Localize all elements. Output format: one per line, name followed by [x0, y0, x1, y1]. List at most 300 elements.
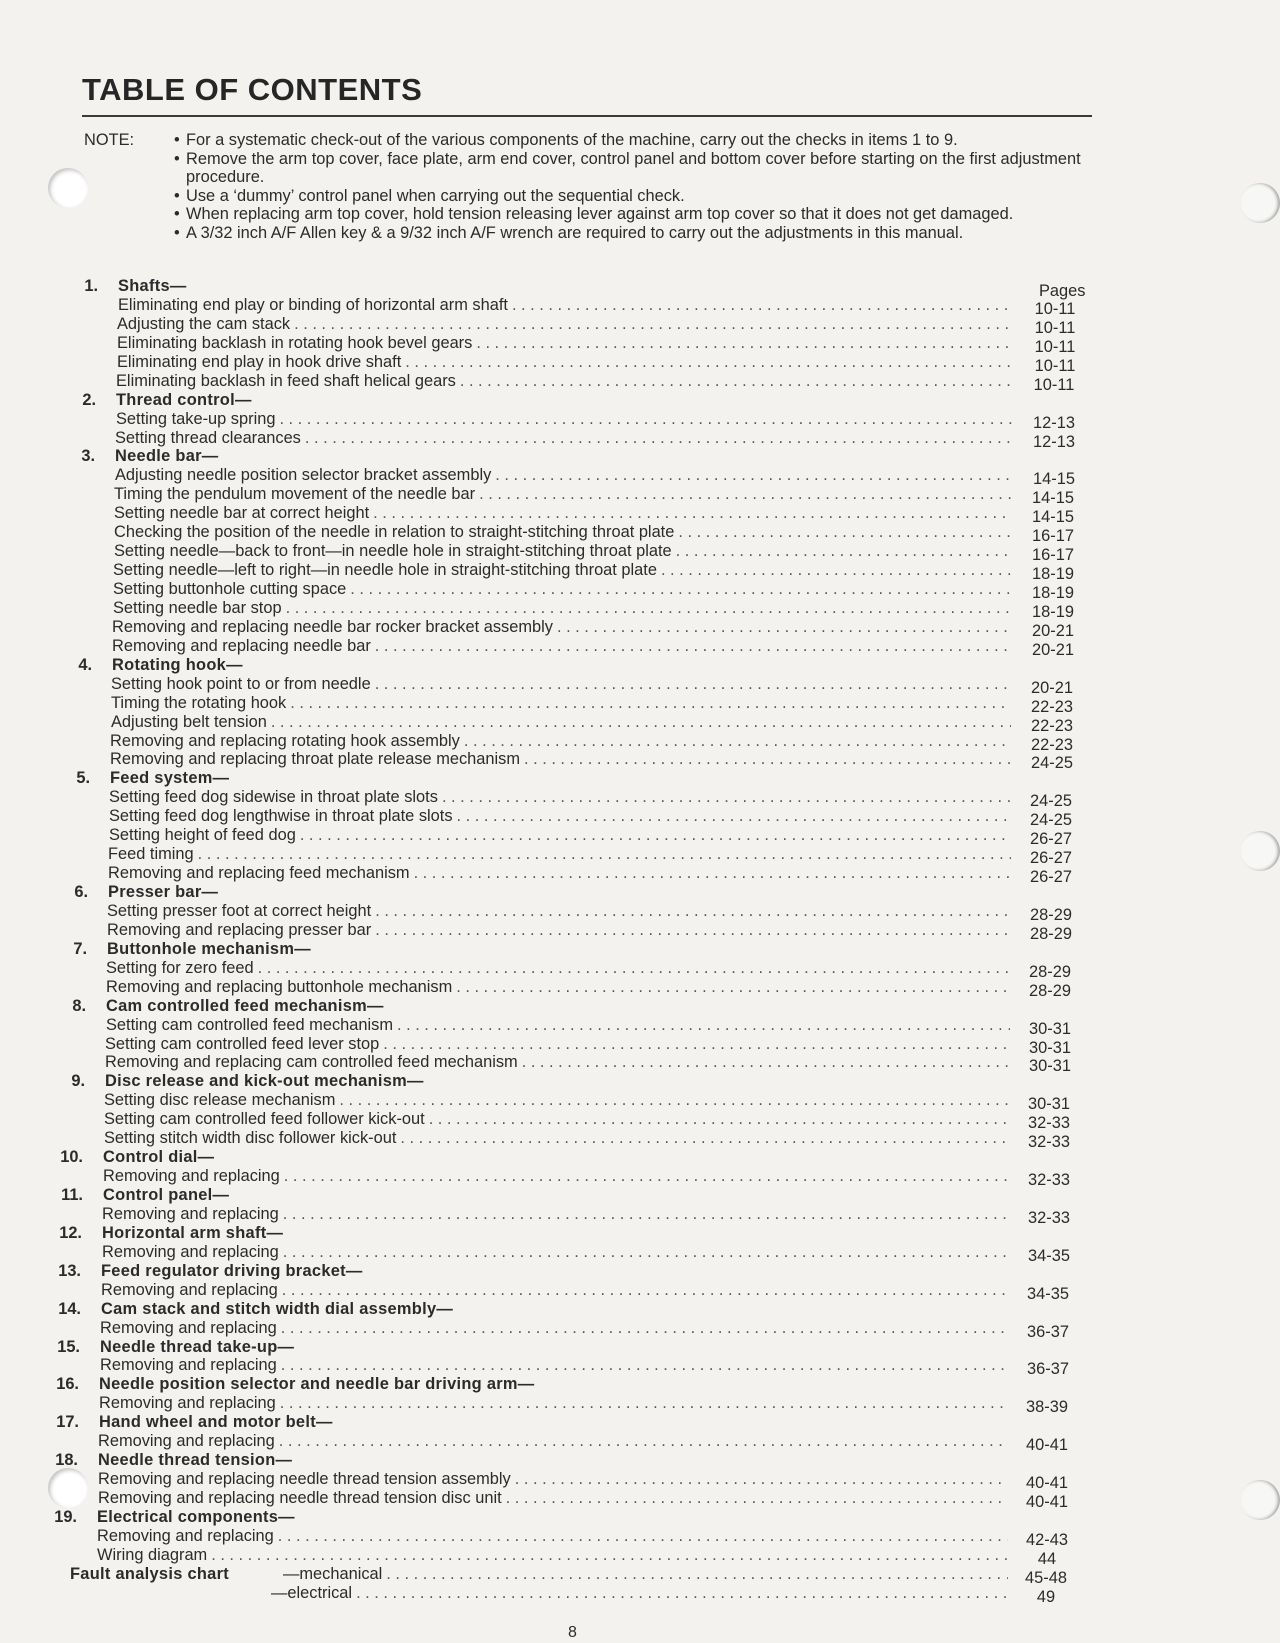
note-item: • Use a ‘dummy’ control panel when carrying out the sequential check. [174, 187, 1096, 206]
toc-section-number: 12. [59, 1223, 82, 1242]
toc-entry-row [0, 1583, 1280, 1606]
toc-section-row [0, 1300, 1280, 1319]
toc-entry-row [0, 788, 1280, 811]
toc-fault-title: Fault analysis chart [70, 1564, 230, 1583]
toc-entry [118, 296, 1013, 315]
toc-entry [102, 1243, 1009, 1262]
toc-entry-label: Timing the pendulum movement of the needle bar [114, 485, 476, 504]
dot-leader [557, 618, 1012, 637]
toc-entry [109, 826, 1011, 845]
dot-leader [198, 845, 1011, 864]
toc-entry-label: —mechanical [283, 1564, 383, 1583]
toc-section-number: 7. [73, 939, 87, 958]
toc-page-ref: 20-21 [1031, 678, 1073, 697]
toc-entry-label: Feed timing [108, 845, 194, 864]
pages-column-header: Pages [1039, 282, 1086, 300]
toc-page-ref: 20-21 [1032, 621, 1074, 640]
toc-entry [113, 561, 1012, 580]
toc-entry-row [0, 750, 1280, 773]
toc-page-ref: 16-17 [1032, 527, 1074, 546]
toc-section-title: Cam controlled feed mechanism— [106, 996, 384, 1015]
toc-section-row [0, 447, 1280, 466]
toc-entry-label: Adjusting belt tension [111, 712, 267, 731]
toc-entry [115, 466, 1012, 485]
toc-entry [106, 959, 1010, 978]
dot-leader [460, 372, 1013, 391]
toc-entry-row [0, 920, 1280, 943]
dot-leader [305, 429, 1012, 448]
dot-leader [278, 1527, 1008, 1546]
toc-entry [113, 599, 1012, 618]
dot-leader [397, 1016, 1010, 1035]
dot-leader [300, 826, 1011, 845]
toc-entry [110, 732, 1011, 751]
toc-entry-row [0, 409, 1280, 432]
toc-entry-label: Removing and replacing [102, 1242, 279, 1261]
toc-entry [109, 788, 1011, 807]
toc-entry [97, 1546, 1008, 1565]
toc-section-number-box [42, 1224, 82, 1243]
toc-entry-label: Removing and replacing [100, 1356, 277, 1375]
toc-section-number: 14. [58, 1299, 81, 1318]
page-title: TABLE OF CONTENTS [82, 72, 423, 107]
toc-page-ref: 34-35 [1028, 1246, 1070, 1265]
toc-entry-row [0, 1280, 1280, 1303]
toc-entry-label: Removing and replacing cam controlled feed mechanism [105, 1053, 518, 1072]
toc-entry-label: Adjusting needle position selector bracket assembly [115, 466, 492, 485]
dot-leader [350, 580, 1011, 599]
toc-entry [108, 864, 1011, 883]
toc-section-number-box [45, 1072, 85, 1091]
dot-leader [283, 1205, 1009, 1224]
note-item: • For a systematic check-out of the various components of the machine, carry out the checks in items 1 to 9. [174, 131, 1096, 150]
toc-page-ref: 22-23 [1031, 697, 1073, 716]
toc-section-number-box [43, 1148, 83, 1167]
toc-entry [97, 1527, 1008, 1546]
toc-entry-row [0, 314, 1280, 337]
dot-leader [271, 713, 1011, 732]
toc-section-row [0, 1186, 1280, 1205]
dot-leader [479, 485, 1012, 504]
toc-entry-label: Setting for zero feed [106, 958, 254, 977]
toc-section-number-box [58, 277, 98, 296]
toc-section-row [0, 1148, 1280, 1167]
toc-entry-row [0, 580, 1280, 602]
toc-page-ref: 18-19 [1032, 565, 1074, 584]
toc-entry-row [0, 1242, 1280, 1265]
toc-entry [101, 1281, 1009, 1300]
note-item: • Remove the arm top cover, face plate, arm end cover, control panel and bottom cover before starting on the first adjustment procedure. [174, 150, 1096, 187]
toc-entry-row [0, 1432, 1280, 1455]
dot-leader [258, 959, 1010, 978]
toc-entry-label: Removing and replacing throat plate release mechanism [110, 750, 520, 769]
toc-page-ref: 32-33 [1028, 1114, 1070, 1133]
dot-leader [457, 807, 1011, 826]
toc-entry [98, 1470, 1008, 1489]
toc-section-row [0, 1413, 1280, 1432]
toc-entry-row [0, 598, 1280, 621]
dot-leader [383, 1035, 1010, 1054]
dot-leader [375, 902, 1010, 921]
dot-leader [375, 637, 1012, 656]
dot-leader [429, 1110, 1010, 1129]
toc-page-ref: 10-11 [1034, 356, 1076, 375]
toc-entry-label: Setting take-up spring [116, 409, 276, 428]
toc-section-row [0, 1375, 1280, 1394]
dot-leader [279, 410, 1012, 429]
dot-leader [211, 1546, 1008, 1565]
dot-leader [676, 542, 1012, 561]
dot-leader [356, 1584, 1007, 1603]
toc-entry-label: Removing and replacing needle thread tension disc unit [98, 1489, 502, 1507]
toc-entry-row [0, 333, 1280, 356]
toc-entry-label: Removing and replacing [103, 1167, 280, 1186]
toc-section-row [0, 1508, 1280, 1527]
toc-entry [107, 902, 1010, 921]
toc-entry-label: Setting feed dog lengthwise in throat plate slots [109, 807, 453, 826]
toc-entry-row [0, 807, 1280, 830]
toc-section-title: Disc release and kick-out mechanism— [105, 1072, 424, 1091]
toc-section-number-box [43, 1186, 83, 1205]
toc-entry [114, 504, 1012, 523]
toc-section-row [0, 1224, 1280, 1243]
toc-entry [114, 542, 1012, 561]
toc-section-title: Presser bar— [108, 883, 219, 901]
toc-section-row [0, 883, 1280, 902]
toc-entry-row [0, 1318, 1280, 1341]
toc-page-ref: 12-13 [1033, 413, 1075, 432]
toc-page-ref: 42-43 [1026, 1530, 1068, 1549]
toc-entry [106, 1016, 1010, 1035]
toc-page-ref: 34-35 [1027, 1284, 1069, 1303]
toc-page-ref: 40-41 [1026, 1474, 1068, 1493]
toc-entry-label: Setting needle—back to front—in needle hole in straight-stitching throat plate [114, 542, 672, 561]
toc-page-ref: 10-11 [1033, 375, 1075, 394]
toc-entry [100, 1356, 1009, 1375]
toc-entry-label: Setting height of feed dog [109, 826, 296, 845]
toc-entry-label: —electrical [271, 1583, 353, 1602]
dot-leader [375, 921, 1010, 940]
toc-entry [113, 580, 1012, 599]
toc-entry-row [0, 352, 1280, 375]
dot-leader [678, 523, 1012, 542]
note-label: NOTE: [84, 131, 135, 149]
toc-entry-label: Removing and replacing needle bar [112, 636, 371, 655]
toc-entry-row [0, 1110, 1280, 1133]
toc-section-row [0, 1072, 1280, 1091]
note-item: • When replacing arm top cover, hold tension releasing lever against arm top cover so that it does not get damaged. [174, 205, 1096, 224]
toc-section-row [0, 1451, 1280, 1470]
dot-leader [442, 788, 1011, 807]
toc-section-number-box [39, 1375, 79, 1394]
toc-section-number-box [38, 1451, 78, 1470]
toc-section-row [0, 769, 1280, 788]
toc-entry-row [0, 1394, 1280, 1417]
toc-section-row [0, 1262, 1280, 1281]
toc-page-ref: 28-29 [1029, 962, 1071, 981]
toc-section-row [0, 277, 1280, 296]
toc-entry-label: Eliminating backlash in rotating hook bevel gears [117, 333, 473, 352]
toc-entry [99, 1394, 1008, 1413]
toc-entry-label: Setting needle bar at correct height [114, 504, 370, 523]
toc-section-row [0, 656, 1280, 675]
toc-entry-row [0, 1526, 1280, 1549]
toc-entry-row [0, 428, 1280, 451]
toc-section-number: 17. [56, 1413, 79, 1432]
toc-entry [117, 334, 1013, 353]
toc-section-title: Buttonhole mechanism— [107, 939, 311, 958]
toc-entry-label: Eliminating end play in hook drive shaft [117, 352, 402, 371]
toc-entry [98, 1432, 1008, 1451]
dot-leader [456, 978, 1010, 997]
toc-section-number: 8. [72, 996, 86, 1015]
toc-entry-row [0, 1356, 1280, 1379]
toc-page-ref: 28-29 [1030, 924, 1072, 943]
toc-page-ref: 14-15 [1032, 489, 1074, 508]
toc-section-title: Feed regulator driving bracket— [101, 1261, 363, 1280]
toc-section-title: Control dial— [103, 1148, 215, 1167]
punch-hole-top-right [1240, 183, 1280, 223]
toc-section-number-box [41, 1262, 81, 1281]
toc-entry-row [0, 295, 1280, 318]
toc-entry [103, 1167, 1009, 1186]
toc-entry [112, 637, 1012, 656]
dot-leader [279, 1432, 1008, 1451]
title-rule [82, 115, 1092, 117]
toc-entry [104, 1129, 1010, 1148]
note-item: • A 3/32 inch A/F Allen key & a 9/32 inch A/F wrench are required to carry out the adjustments in this manual. [174, 224, 1096, 243]
dot-leader [290, 694, 1011, 713]
toc-page-ref: 38-39 [1026, 1398, 1068, 1417]
toc-section-number-box [37, 1508, 77, 1527]
dot-leader [405, 353, 1012, 372]
toc-entry [271, 1584, 1008, 1603]
toc-page-ref: 10-11 [1034, 318, 1076, 337]
toc-entry-label: Removing and replacing [100, 1318, 277, 1337]
toc-entry-label: Setting buttonhole cutting space [113, 580, 347, 598]
toc-section-number-box [40, 1338, 80, 1357]
toc-section-number: 16. [56, 1375, 79, 1394]
toc-page-ref: 45-48 [1025, 1568, 1067, 1587]
toc-list [0, 277, 1280, 1606]
toc-section-number: 1. [84, 277, 98, 295]
toc-entry-row [0, 617, 1280, 640]
toc-entry-label: Setting cam controlled feed mechanism [106, 1015, 393, 1034]
toc-page-ref: 36-37 [1027, 1322, 1069, 1341]
toc-entry-row [0, 371, 1280, 394]
toc-entry [105, 1035, 1010, 1054]
dot-leader [281, 1356, 1009, 1375]
dot-leader [495, 466, 1012, 485]
toc-page-ref: 30-31 [1029, 1057, 1071, 1076]
toc-page-ref: 26-27 [1030, 868, 1072, 887]
toc-page-ref: 30-31 [1029, 1019, 1071, 1038]
toc-entry [115, 429, 1012, 448]
toc-entry-row [0, 1564, 1280, 1587]
toc-entry-label: Setting hook point to or from needle [111, 674, 371, 693]
toc-entry-row [0, 1470, 1280, 1493]
toc-section-number: 6. [74, 883, 88, 901]
toc-entry-label: Removing and replacing presser bar [107, 920, 372, 939]
dot-leader [373, 504, 1012, 523]
toc-section-number: 15. [57, 1337, 80, 1356]
toc-entry [283, 1565, 1008, 1584]
toc-page-ref: 28-29 [1029, 981, 1071, 1000]
toc-entry-row [0, 1489, 1280, 1511]
toc-entry [98, 1489, 1008, 1508]
dot-leader [280, 1394, 1008, 1413]
toc-section-number: 19. [54, 1507, 77, 1526]
toc-page-ref: 24-25 [1030, 811, 1072, 830]
toc-entry-row [0, 1204, 1280, 1227]
dot-leader [375, 675, 1012, 694]
toc-entry-row [0, 977, 1280, 1000]
toc-page-ref: 26-27 [1030, 849, 1072, 868]
toc-entry-row [0, 1015, 1280, 1038]
toc-entry [104, 1110, 1010, 1129]
toc-entry [110, 750, 1011, 769]
toc-section-number-box [52, 656, 92, 675]
toc-section-title: Horizontal arm shaft— [102, 1223, 284, 1242]
toc-entry [114, 523, 1012, 542]
toc-entry-label: Timing the rotating hook [111, 693, 287, 712]
toc-page-ref: 40-41 [1026, 1436, 1068, 1455]
toc-entry-label: Setting feed dog sidewise in throat plate slots [109, 788, 438, 807]
toc-section-title: Hand wheel and motor belt— [99, 1413, 333, 1432]
toc-entry [111, 675, 1011, 694]
toc-page-ref: 10-11 [1034, 299, 1076, 318]
dot-leader [524, 750, 1011, 769]
toc-page-ref: 28-29 [1030, 905, 1072, 924]
toc-page-ref: 49 [1036, 1587, 1056, 1606]
toc-entry-label: Removing and replacing needle thread tension assembly [98, 1470, 511, 1489]
toc-section-title: Cam stack and stitch width dial assembly— [101, 1299, 454, 1318]
toc-page-ref: 32-33 [1028, 1208, 1070, 1227]
toc-entry-row [0, 845, 1280, 868]
dot-leader [512, 296, 1013, 315]
toc-page-ref: 16-17 [1032, 546, 1074, 565]
toc-section-title: Feed system— [110, 769, 230, 788]
dot-leader [286, 599, 1012, 618]
toc-entry-label: Removing and replacing [101, 1280, 278, 1299]
toc-page-ref: 32-33 [1028, 1171, 1070, 1190]
toc-page-ref: 30-31 [1028, 1095, 1070, 1114]
toc-section-number: 2. [82, 390, 96, 409]
toc-section-number-box [56, 391, 96, 410]
toc-section-row [0, 1338, 1280, 1357]
toc-page-ref: 14-15 [1032, 508, 1074, 527]
toc-section-title: Shafts— [118, 277, 187, 295]
toc-entry [107, 921, 1010, 940]
toc-section-title: Thread control— [116, 390, 252, 409]
toc-section-number-box [47, 940, 87, 959]
toc-page-ref: 22-23 [1031, 716, 1073, 735]
toc-entry-label: Setting cam controlled feed lever stop [105, 1034, 380, 1053]
toc-section-number: 10. [60, 1148, 83, 1167]
toc-entry-label: Removing and replacing feed mechanism [108, 864, 410, 883]
toc-section-number-box [46, 997, 86, 1016]
toc-entry-row [0, 1091, 1280, 1114]
dot-leader [282, 1281, 1009, 1300]
toc-section-title: Control panel— [103, 1186, 230, 1204]
toc-entry-row [0, 693, 1280, 716]
toc-entry-row [0, 1034, 1280, 1057]
toc-page-ref: 12-13 [1033, 432, 1075, 451]
toc-section-number: 18. [55, 1451, 78, 1470]
toc-entry [102, 1205, 1009, 1224]
dot-leader [281, 1319, 1009, 1338]
toc-entry-row [0, 712, 1280, 735]
toc-section-number-box [41, 1300, 81, 1319]
toc-entry-row [0, 561, 1280, 584]
toc-section-number-box [50, 769, 90, 788]
toc-entry-label: Setting thread clearances [115, 428, 301, 447]
toc-entry [106, 978, 1010, 997]
toc-entry [116, 372, 1013, 391]
toc-entry-row [0, 674, 1280, 697]
toc-page-ref: 22-23 [1031, 735, 1073, 754]
note-list [84, 131, 1096, 242]
toc-entry-row [0, 504, 1280, 527]
toc-entry-row [0, 1545, 1280, 1568]
dot-leader [283, 1243, 1009, 1262]
toc-section-row [0, 940, 1280, 959]
toc-page-ref: 32-33 [1028, 1133, 1070, 1152]
toc-section-title: Needle bar— [115, 447, 219, 466]
toc-entry-row [0, 523, 1280, 546]
toc-section-number: 13. [58, 1261, 81, 1280]
toc-entry-label: Removing and replacing needle bar rocker bracket assembly [112, 617, 553, 636]
toc-entry [114, 485, 1012, 504]
toc-section-number: 9. [71, 1072, 85, 1091]
toc-entry-label: Removing and replacing buttonhole mechanism [106, 977, 453, 996]
toc-entry-label: Eliminating backlash in feed shaft helical gears [116, 371, 456, 390]
toc-entry-label: Removing and replacing [97, 1526, 274, 1545]
toc-entry-label: Setting disc release mechanism [104, 1091, 336, 1110]
toc-section-title: Electrical components— [97, 1507, 295, 1526]
toc-entry-row [0, 826, 1280, 849]
toc-page-ref: 30-31 [1029, 1038, 1071, 1057]
dot-leader [386, 1565, 1007, 1584]
toc-page-ref: 18-19 [1032, 602, 1074, 621]
toc-section-number: 5. [76, 769, 90, 788]
toc-entry-row [0, 636, 1280, 659]
toc-entry [109, 807, 1011, 826]
toc-entry-row [0, 542, 1280, 565]
toc-section-number: 4. [78, 655, 92, 674]
toc-section-number: 11. [61, 1186, 83, 1204]
toc-entry [104, 1091, 1010, 1110]
toc-entry [117, 315, 1013, 334]
toc-entry [116, 410, 1013, 429]
toc-page-ref: 36-37 [1027, 1360, 1069, 1379]
toc-entry-row [0, 485, 1280, 508]
dot-leader [339, 1091, 1009, 1110]
toc-entry-row [0, 731, 1280, 754]
page-number: 8 [568, 1624, 577, 1641]
dot-leader [476, 334, 1012, 353]
toc-entry-row [0, 1129, 1280, 1152]
toc-entry-row [0, 466, 1280, 489]
toc-page-ref: 40-41 [1026, 1493, 1068, 1511]
toc-section-row [0, 997, 1280, 1016]
toc-entry [100, 1319, 1009, 1338]
toc-entry [111, 694, 1011, 713]
toc-entry-label: Wiring diagram [97, 1545, 208, 1564]
toc-entry-row [0, 1167, 1280, 1190]
toc-section-number-box [48, 883, 88, 902]
toc-entry-row [0, 901, 1280, 924]
